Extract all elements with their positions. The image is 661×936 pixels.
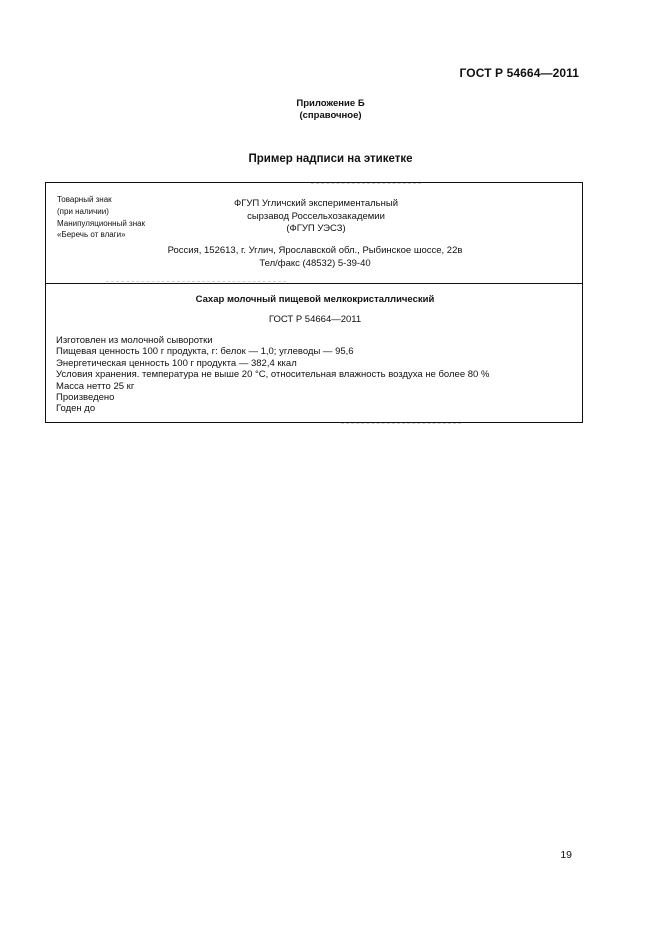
label-example-box — [45, 182, 583, 423]
postal-address: Россия, 152613, г. Углич, Ярославской обл., Рыбинское шоссе, 22в — [167, 245, 463, 256]
product-standard: ГОСТ Р 54664—2011 — [268, 314, 362, 325]
detail-line: Произведено — [56, 392, 115, 404]
manufacturer-abbreviation: (ФГУП УЭСЗ) — [286, 223, 346, 234]
detail-line: Изготовлен из молочной сыворотки — [56, 335, 213, 346]
phone-fax: Тел/факс (48532) 5-39-40 — [259, 257, 371, 269]
detail-line: Условия хранения. температура не выше 20 °С, относительная влажность воздуха не более 80 % — [56, 369, 490, 381]
appendix-title: Приложение Б — [296, 98, 365, 109]
scan-artifact — [311, 183, 421, 184]
trademark-note: Товарный знак — [57, 195, 112, 204]
manufacturer-line: ФГУП Угличский экспериментальный — [233, 198, 399, 209]
detail-line: Энергетическая ценность 100 г продукта — 382,4 ккал — [56, 357, 297, 369]
page-number: 19 — [560, 849, 572, 861]
label-left-notes — [57, 194, 145, 241]
product-name: Сахар молочный пищевой мелкокристаллический — [195, 294, 435, 305]
scan-artifact — [106, 281, 286, 282]
detail-line: Пищевая ценность 100 г продукта, г: белок — 1,0; углеводы — 95,6 — [56, 346, 354, 358]
manufacturer-block — [204, 198, 428, 236]
handling-mark-text: «Беречь от влаги» — [57, 230, 126, 240]
appendix-subtitle: (справочное) — [299, 110, 362, 121]
trademark-note-condition: (при наличии) — [57, 206, 109, 216]
scan-artifact — [341, 423, 461, 424]
detail-line: Масса нетто 25 кг — [56, 380, 135, 392]
label-divider — [46, 283, 582, 284]
standard-code-header: ГОСТ Р 54664—2011 — [459, 66, 579, 80]
detail-line: Годен до — [56, 403, 96, 415]
appendix-heading — [0, 98, 661, 122]
handling-mark-note: Манипуляционный знак — [57, 218, 146, 228]
product-details — [56, 335, 489, 415]
section-title: Пример надписи на этикетке — [248, 153, 413, 165]
manufacturer-address — [46, 245, 584, 270]
manufacturer-line: сырзавод Россельхозакадемии — [247, 210, 385, 222]
